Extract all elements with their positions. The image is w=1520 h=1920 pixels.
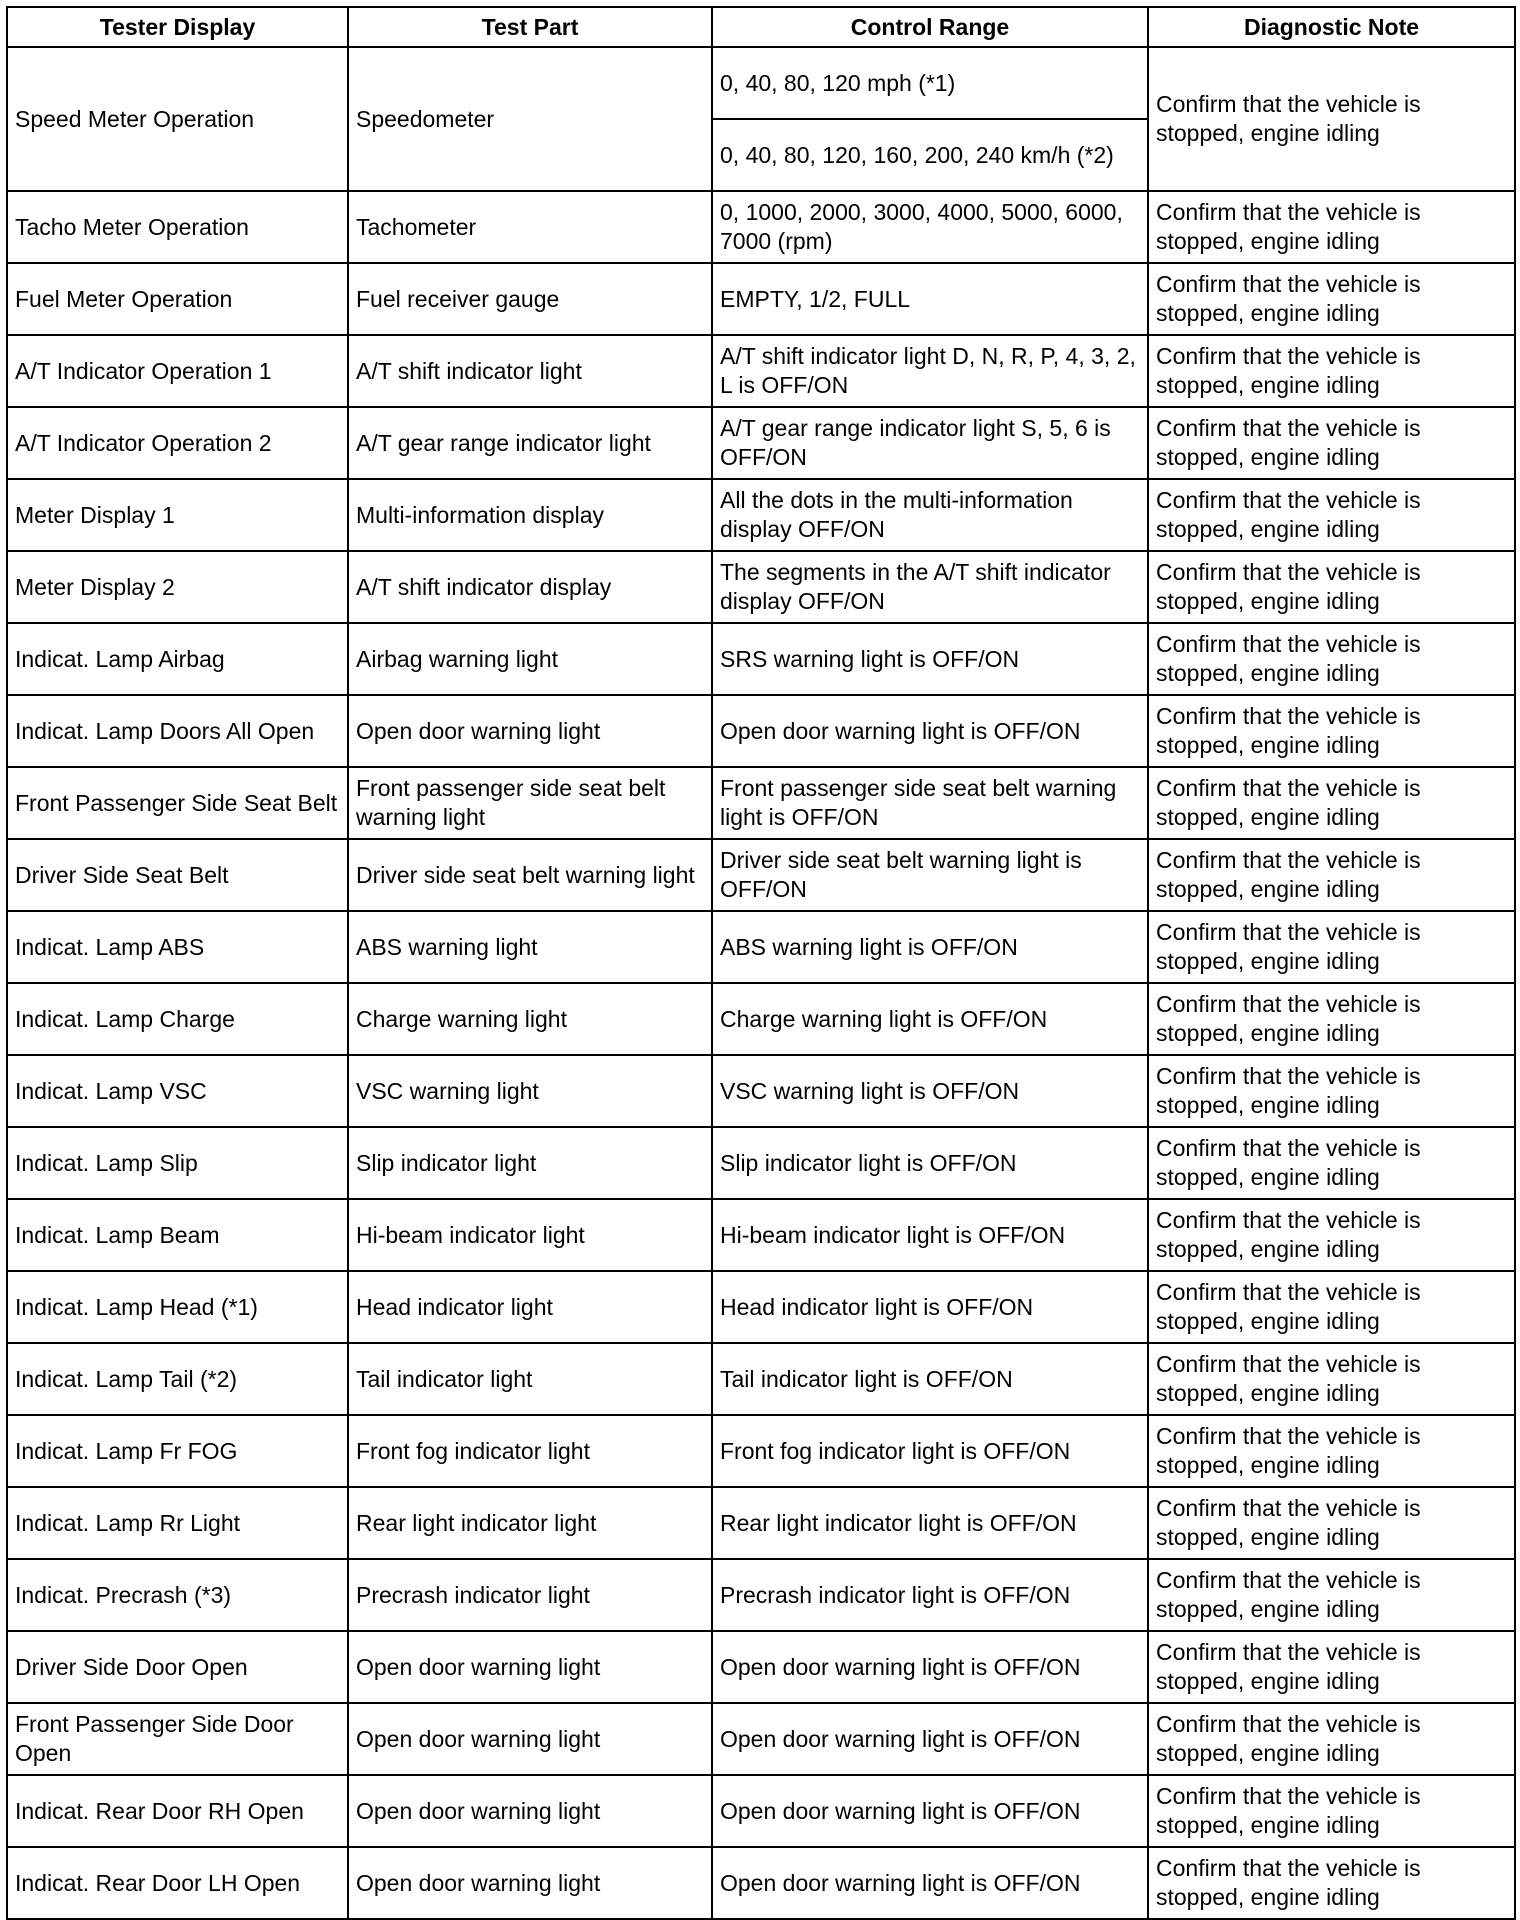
diagnostic-note-cell: Confirm that the vehicle is stopped, engine idling <box>1148 1343 1515 1415</box>
diagnostic-note-cell: Confirm that the vehicle is stopped, engine idling <box>1148 1847 1515 1919</box>
table-row <box>7 695 1515 767</box>
table-row <box>7 1559 1515 1631</box>
tester-display-cell: Indicat. Lamp Charge <box>7 983 348 1055</box>
test-part-cell: Rear light indicator light <box>348 1487 712 1559</box>
control-range-cell: 0, 40, 80, 120 mph (*1) <box>712 47 1148 119</box>
table-row <box>7 1271 1515 1343</box>
tester-display-cell: A/T Indicator Operation 1 <box>7 335 348 407</box>
control-range-cell: Slip indicator light is OFF/ON <box>712 1127 1148 1199</box>
control-range-cell: 0, 1000, 2000, 3000, 4000, 5000, 6000, 7000 (rpm) <box>712 191 1148 263</box>
table-row <box>7 839 1515 911</box>
table-row <box>7 47 1515 119</box>
control-range-cell: Open door warning light is OFF/ON <box>712 1631 1148 1703</box>
control-range-cell: A/T gear range indicator light S, 5, 6 is OFF/ON <box>712 407 1148 479</box>
diagnostic-note-cell: Confirm that the vehicle is stopped, engine idling <box>1148 623 1515 695</box>
test-part-cell: ABS warning light <box>348 911 712 983</box>
control-range-cell: EMPTY, 1/2, FULL <box>712 263 1148 335</box>
tester-display-cell: Meter Display 2 <box>7 551 348 623</box>
test-part-cell: Driver side seat belt warning light <box>348 839 712 911</box>
test-part-cell: Fuel receiver gauge <box>348 263 712 335</box>
control-range-cell: Open door warning light is OFF/ON <box>712 1847 1148 1919</box>
diagnostic-note-cell: Confirm that the vehicle is stopped, engine idling <box>1148 407 1515 479</box>
table-row <box>7 1847 1515 1919</box>
test-part-cell: A/T shift indicator light <box>348 335 712 407</box>
control-range-cell: Front passenger side seat belt warning light is OFF/ON <box>712 767 1148 839</box>
test-part-cell: Slip indicator light <box>348 1127 712 1199</box>
diagnostic-note-cell: Confirm that the vehicle is stopped, engine idling <box>1148 1703 1515 1775</box>
table-body <box>7 47 1515 1919</box>
test-part-cell: Precrash indicator light <box>348 1559 712 1631</box>
diagnostic-note-cell: Confirm that the vehicle is stopped, engine idling <box>1148 983 1515 1055</box>
diagnostic-note-cell: Confirm that the vehicle is stopped, engine idling <box>1148 1199 1515 1271</box>
tester-display-cell: Indicat. Lamp Head (*1) <box>7 1271 348 1343</box>
tester-display-cell: Indicat. Lamp Doors All Open <box>7 695 348 767</box>
header-diagnostic-note: Diagnostic Note <box>1148 7 1515 47</box>
table-row <box>7 1343 1515 1415</box>
diagnostic-note-cell: Confirm that the vehicle is stopped, engine idling <box>1148 1631 1515 1703</box>
control-range-cell: Precrash indicator light is OFF/ON <box>712 1559 1148 1631</box>
test-part-cell: Open door warning light <box>348 1847 712 1919</box>
control-range-cell: SRS warning light is OFF/ON <box>712 623 1148 695</box>
table-row <box>7 1703 1515 1775</box>
control-range-cell: Charge warning light is OFF/ON <box>712 983 1148 1055</box>
tester-display-cell: Front Passenger Side Seat Belt <box>7 767 348 839</box>
table-row <box>7 479 1515 551</box>
tester-display-cell: Indicat. Rear Door RH Open <box>7 1775 348 1847</box>
test-part-cell: Speedometer <box>348 47 712 191</box>
tester-display-cell: Indicat. Lamp VSC <box>7 1055 348 1127</box>
control-range-cell: Head indicator light is OFF/ON <box>712 1271 1148 1343</box>
control-range-cell: Driver side seat belt warning light is OFF/ON <box>712 839 1148 911</box>
diagnostic-note-cell: Confirm that the vehicle is stopped, engine idling <box>1148 911 1515 983</box>
diagnostic-note-cell: Confirm that the vehicle is stopped, engine idling <box>1148 839 1515 911</box>
test-part-cell: Tachometer <box>348 191 712 263</box>
control-range-cell: Hi-beam indicator light is OFF/ON <box>712 1199 1148 1271</box>
table-row <box>7 1127 1515 1199</box>
test-part-cell: Hi-beam indicator light <box>348 1199 712 1271</box>
test-part-cell: A/T gear range indicator light <box>348 407 712 479</box>
control-range-cell: A/T shift indicator light D, N, R, P, 4, 3, 2, L is OFF/ON <box>712 335 1148 407</box>
test-part-cell: Head indicator light <box>348 1271 712 1343</box>
diagnostic-note-cell: Confirm that the vehicle is stopped, engine idling <box>1148 1487 1515 1559</box>
diagnostic-note-cell: Confirm that the vehicle is stopped, engine idling <box>1148 47 1515 191</box>
diagnostic-table <box>6 6 1516 1920</box>
tester-display-cell: Indicat. Rear Door LH Open <box>7 1847 348 1919</box>
control-range-cell: Tail indicator light is OFF/ON <box>712 1343 1148 1415</box>
control-range-cell: Open door warning light is OFF/ON <box>712 1703 1148 1775</box>
tester-display-cell: Indicat. Lamp Slip <box>7 1127 348 1199</box>
diagnostic-note-cell: Confirm that the vehicle is stopped, engine idling <box>1148 1127 1515 1199</box>
diagnostic-note-cell: Confirm that the vehicle is stopped, engine idling <box>1148 335 1515 407</box>
table-row <box>7 767 1515 839</box>
test-part-cell: Airbag warning light <box>348 623 712 695</box>
tester-display-cell: Speed Meter Operation <box>7 47 348 191</box>
test-part-cell: Charge warning light <box>348 983 712 1055</box>
control-range-cell: Open door warning light is OFF/ON <box>712 1775 1148 1847</box>
diagnostic-note-cell: Confirm that the vehicle is stopped, engine idling <box>1148 263 1515 335</box>
table-row <box>7 551 1515 623</box>
tester-display-cell: Front Passenger Side Door Open <box>7 1703 348 1775</box>
diagnostic-note-cell: Confirm that the vehicle is stopped, engine idling <box>1148 551 1515 623</box>
tester-display-cell: Indicat. Precrash (*3) <box>7 1559 348 1631</box>
tester-display-cell: Indicat. Lamp Tail (*2) <box>7 1343 348 1415</box>
tester-display-cell: Indicat. Lamp ABS <box>7 911 348 983</box>
diagnostic-note-cell: Confirm that the vehicle is stopped, engine idling <box>1148 767 1515 839</box>
test-part-cell: Open door warning light <box>348 695 712 767</box>
tester-display-cell: Indicat. Lamp Fr FOG <box>7 1415 348 1487</box>
table-row <box>7 1775 1515 1847</box>
header-row <box>7 7 1515 47</box>
tester-display-cell: Fuel Meter Operation <box>7 263 348 335</box>
header-control-range: Control Range <box>712 7 1148 47</box>
diagnostic-note-cell: Confirm that the vehicle is stopped, engine idling <box>1148 1055 1515 1127</box>
control-range-cell: Rear light indicator light is OFF/ON <box>712 1487 1148 1559</box>
diagnostic-note-cell: Confirm that the vehicle is stopped, engine idling <box>1148 1775 1515 1847</box>
tester-display-cell: Driver Side Seat Belt <box>7 839 348 911</box>
table-row <box>7 407 1515 479</box>
test-part-cell: A/T shift indicator display <box>348 551 712 623</box>
control-range-cell: Open door warning light is OFF/ON <box>712 695 1148 767</box>
control-range-cell: VSC warning light is OFF/ON <box>712 1055 1148 1127</box>
table-row <box>7 191 1515 263</box>
diagnostic-note-cell: Confirm that the vehicle is stopped, engine idling <box>1148 1271 1515 1343</box>
test-part-cell: Open door warning light <box>348 1775 712 1847</box>
diagnostic-note-cell: Confirm that the vehicle is stopped, engine idling <box>1148 1559 1515 1631</box>
table-row <box>7 1415 1515 1487</box>
tester-display-cell: A/T Indicator Operation 2 <box>7 407 348 479</box>
tester-display-cell: Indicat. Lamp Beam <box>7 1199 348 1271</box>
tester-display-cell: Indicat. Lamp Airbag <box>7 623 348 695</box>
test-part-cell: Tail indicator light <box>348 1343 712 1415</box>
diagnostic-note-cell: Confirm that the vehicle is stopped, engine idling <box>1148 479 1515 551</box>
header-tester-display: Tester Display <box>7 7 348 47</box>
control-range-cell: ABS warning light is OFF/ON <box>712 911 1148 983</box>
table-row <box>7 911 1515 983</box>
table-row <box>7 263 1515 335</box>
diagnostic-note-cell: Confirm that the vehicle is stopped, engine idling <box>1148 1415 1515 1487</box>
table-row <box>7 1055 1515 1127</box>
tester-display-cell: Tacho Meter Operation <box>7 191 348 263</box>
table-container <box>6 6 1516 1920</box>
test-part-cell: Multi-information display <box>348 479 712 551</box>
tester-display-cell: Meter Display 1 <box>7 479 348 551</box>
control-range-cell: All the dots in the multi-information display OFF/ON <box>712 479 1148 551</box>
tester-display-cell: Indicat. Lamp Rr Light <box>7 1487 348 1559</box>
table-row <box>7 1199 1515 1271</box>
tester-display-cell: Driver Side Door Open <box>7 1631 348 1703</box>
test-part-cell: Front fog indicator light <box>348 1415 712 1487</box>
header-test-part: Test Part <box>348 7 712 47</box>
control-range-cell: The segments in the A/T shift indicator display OFF/ON <box>712 551 1148 623</box>
diagnostic-note-cell: Confirm that the vehicle is stopped, engine idling <box>1148 695 1515 767</box>
test-part-cell: VSC warning light <box>348 1055 712 1127</box>
table-header <box>7 7 1515 47</box>
diagnostic-note-cell: Confirm that the vehicle is stopped, engine idling <box>1148 191 1515 263</box>
test-part-cell: Open door warning light <box>348 1703 712 1775</box>
table-row <box>7 335 1515 407</box>
table-row <box>7 1631 1515 1703</box>
control-range-cell: Front fog indicator light is OFF/ON <box>712 1415 1148 1487</box>
table-row <box>7 1487 1515 1559</box>
table-row <box>7 623 1515 695</box>
test-part-cell: Open door warning light <box>348 1631 712 1703</box>
control-range-cell: 0, 40, 80, 120, 160, 200, 240 km/h (*2) <box>712 119 1148 191</box>
test-part-cell: Front passenger side seat belt warning light <box>348 767 712 839</box>
table-row <box>7 983 1515 1055</box>
